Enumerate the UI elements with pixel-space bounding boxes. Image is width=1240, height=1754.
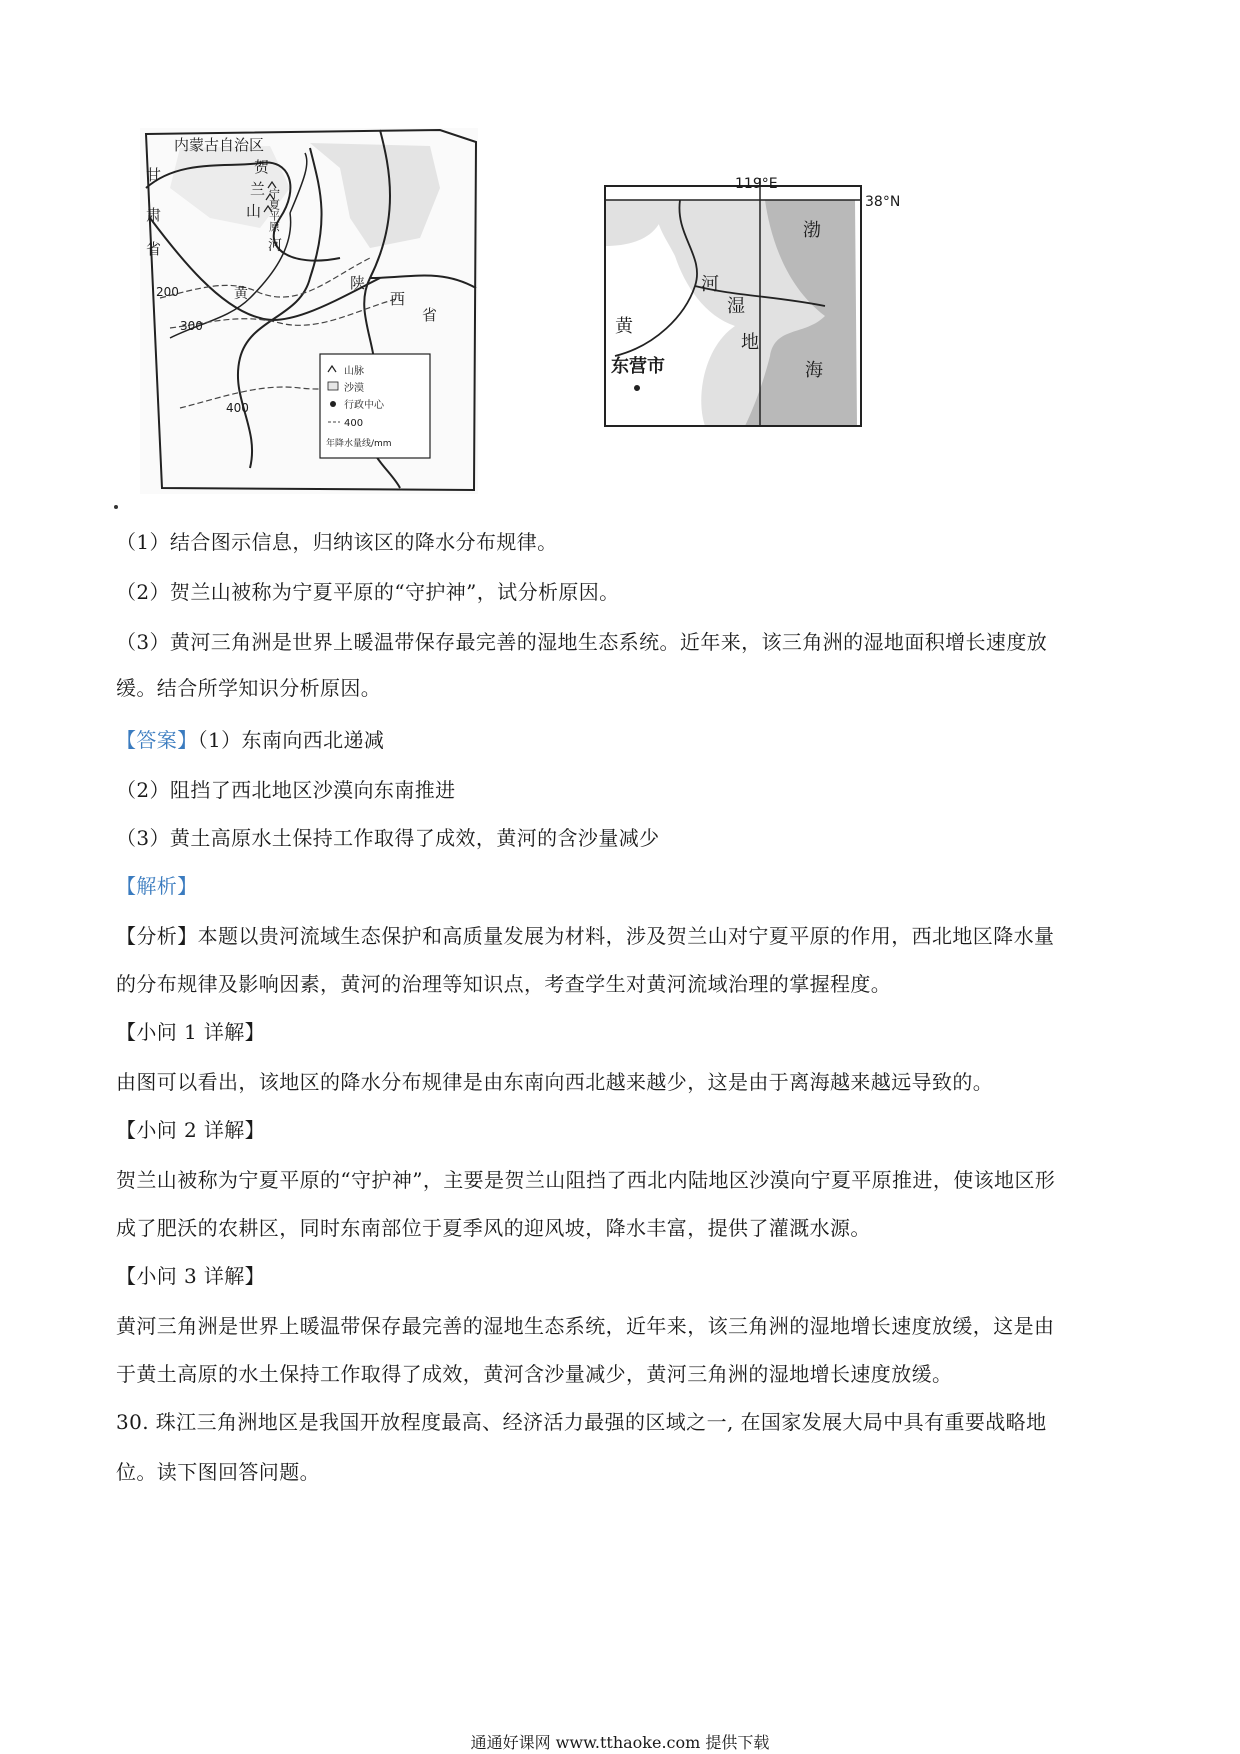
answer-1: （1）东南向西北递减 bbox=[197, 728, 385, 752]
label-shi: 湿 bbox=[727, 296, 745, 317]
answer-2: （2）阻挡了西北地区沙漠向东南推进 bbox=[116, 778, 456, 802]
legend-title: 年降水量线/mm bbox=[326, 439, 392, 449]
subquestion-2-line-2: 成了肥沃的农耕区，同时东南部位于夏季风的迎风坡，降水丰富，提供了灌溉水源。 bbox=[116, 1216, 871, 1240]
label-xi: 西 bbox=[390, 290, 406, 308]
answer-3: （3）黄土高原水土保持工作取得了成效，黄河的含沙量减少 bbox=[116, 826, 660, 850]
question-30-line-2: 位。读下图回答问题。 bbox=[116, 1460, 320, 1484]
subquestion-2-line-1: 贺兰山被称为宁夏平原的“守护神”，主要是贺兰山阻挡了西北内陆地区沙漠向宁夏平原推进，使该地区形 bbox=[116, 1168, 1056, 1192]
subquestion-3-line-1: 黄河三角洲是世界上暖温带保存最完善的湿地生态系统，近年来，该三角洲的湿地增长速度放缓，这是由 bbox=[116, 1314, 1055, 1338]
legend-admin-center: 行政中心 bbox=[344, 400, 384, 411]
legend-desert: 沙漠 bbox=[344, 383, 364, 394]
label-gansu-3: 省 bbox=[146, 240, 162, 258]
bullet-dot bbox=[114, 505, 118, 509]
label-bo: 渤 bbox=[803, 220, 821, 241]
isohyet-200-label: 200 bbox=[156, 285, 179, 299]
answer-tag: 【答案】 bbox=[116, 728, 198, 752]
label-huang: 黄 bbox=[615, 316, 633, 337]
dongying-city-marker bbox=[634, 385, 640, 391]
label-he: 河 bbox=[701, 274, 719, 295]
legend-mountain: 山脉 bbox=[344, 366, 364, 377]
longitude-label: 119°E bbox=[735, 176, 778, 192]
subquestion-3-line-2: 于黄土高原的水土保持工作取得了成效，黄河含沙量减少，黄河三角洲的湿地增长速度放缓。 bbox=[116, 1362, 953, 1386]
analysis-tag: 【解析】 bbox=[116, 874, 198, 898]
answer-line-1 bbox=[116, 726, 384, 754]
question-3-line-1: （3）黄河三角洲是世界上暖温带保存最完善的湿地生态系统。近年来，该三角洲的湿地面积增长速度放 bbox=[116, 630, 1048, 654]
question-3-line-2: 缓。结合所学知识分析原因。 bbox=[116, 676, 382, 700]
label-gansu-1: 甘 bbox=[146, 166, 162, 184]
subquestion-1-text: 由图可以看出，该地区的降水分布规律是由东南向西北越来越少，这是由于离海越来越远导致的。 bbox=[116, 1070, 994, 1094]
label-river-he: 河 bbox=[268, 238, 282, 254]
label-river-huang: 黄 bbox=[234, 286, 248, 302]
isohyet-300-label: 300 bbox=[180, 319, 203, 333]
label-sheng: 省 bbox=[422, 306, 438, 324]
label-hai: 海 bbox=[805, 360, 823, 381]
page-footer: 通通好课网 www.tthaoke.com 提供下载 bbox=[470, 1733, 770, 1752]
admin-center-legend-icon bbox=[330, 401, 336, 407]
legend-isohyet-sample: 400 bbox=[344, 418, 364, 429]
label-di: 地 bbox=[741, 332, 759, 353]
analysis-overview-line-1: 【分析】本题以贵河流域生态保护和高质量发展为材料，涉及贺兰山对宁夏平原的作用，西北地区降水量 bbox=[116, 924, 1055, 948]
label-ningxia: 宁夏平原 bbox=[267, 188, 281, 232]
question-2: （2）贺兰山被称为宁夏平原的“守护神”，试分析原因。 bbox=[116, 580, 620, 604]
question-1: （1）结合图示信息，归纳该区的降水分布规律。 bbox=[116, 530, 558, 554]
label-dongying: 东营市 bbox=[611, 356, 665, 377]
latitude-label: 38°N bbox=[865, 194, 901, 210]
analysis-overview-line-2: 的分布规律及影响因素，黄河的治理等知识点，考查学生对黄河流域治理的掌握程度。 bbox=[116, 972, 892, 996]
yellow-river-delta-map bbox=[595, 176, 901, 434]
label-helan-2: 兰 bbox=[250, 180, 266, 198]
label-gansu-2: 肃 bbox=[146, 206, 162, 224]
yellow-river-ningxia-map bbox=[140, 128, 478, 494]
isohyet-400-label: 400 bbox=[226, 401, 249, 415]
label-shaanxi: 陕 bbox=[350, 274, 366, 292]
question-30-line-1: 30. 珠江三角洲地区是我国开放程度最高、经济活力最强的区域之一, 在国家发展大局中具有重要战略地 bbox=[116, 1410, 1047, 1434]
label-inner-mongolia: 内蒙古自治区 bbox=[174, 136, 265, 154]
label-helan-1: 贺 bbox=[254, 158, 270, 176]
subquestion-3-title: 【小问 3 详解】 bbox=[116, 1264, 266, 1288]
subquestion-2-title: 【小问 2 详解】 bbox=[116, 1118, 266, 1142]
label-helan-3: 山 bbox=[246, 202, 262, 220]
desert-legend-icon bbox=[328, 382, 338, 390]
subquestion-1-title: 【小问 1 详解】 bbox=[116, 1020, 266, 1044]
